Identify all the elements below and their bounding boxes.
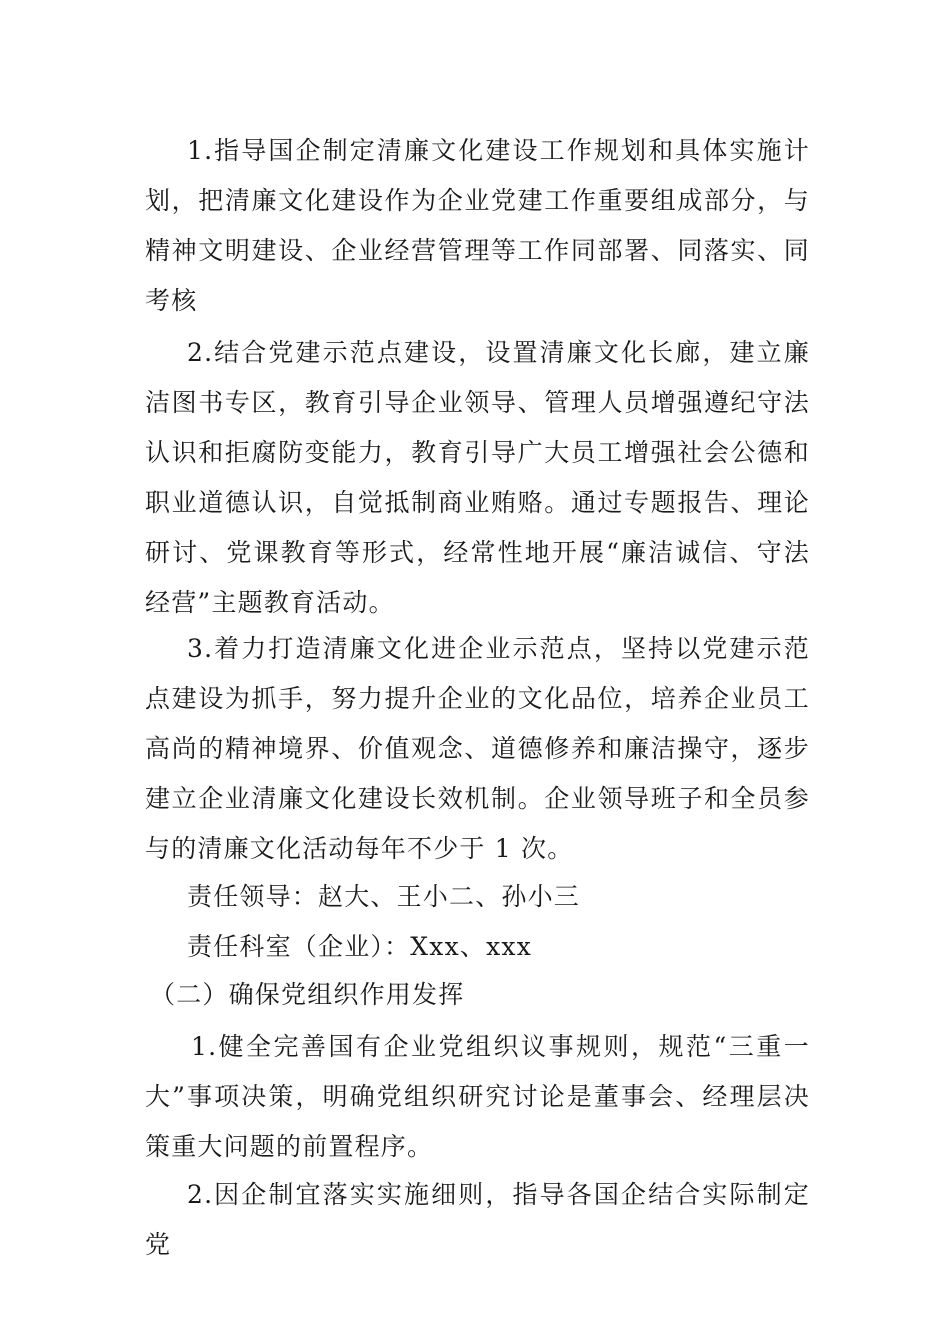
- responsible-department: 责任科室（企业）：Xxx、xxx: [187, 932, 532, 961]
- paragraph-culture-showcase: 3.着力打造清廉文化进企业示范点，坚持以党建示范点建设为抓手，努力提升企业的文化品位，培养企业员工高尚的精神境界、价值观念、道德修养和廉洁操守，逐步建立企业清廉文化建设长效机制。企业领导班子和全员参与的清廉文化活动每年不少于 1 次。: [145, 634, 810, 863]
- paragraph-implementation: 2.因企制宜落实实施细则，指导各国企结合实际制定党: [145, 1180, 810, 1259]
- responsible-leaders: 责任领导：赵大、王小二、孙小三: [187, 882, 581, 911]
- paragraph-decision-rules: 1.健全完善国有企业党组织议事规则，规范“三重一大”事项决策，明确党组织研究讨论是董事会、经理层决策重大问题的前置程序。: [145, 1032, 810, 1161]
- paragraph-planning: 1.指导国企制定清廉文化建设工作规划和具体实施计划，把清廉文化建设作为企业党建工作重要组成部分，与精神文明建设、企业经营管理等工作同部署、同落实、同考核: [145, 136, 810, 315]
- paragraph-demonstration-site: 2.结合党建示范点建设，设置清廉文化长廊，建立廉洁图书专区，教育引导企业领导、管理人员增强遵纪守法认识和拒腐防变能力，教育引导广大员工增强社会公德和职业道德认识，自觉抵制商业贿赂。通过专题报告、理论研讨、党课教育等形式，经常性地开展“廉洁诚信、守法经营”主题教育活动。: [145, 338, 810, 617]
- section-heading: （二）确保党组织作用发挥: [150, 980, 465, 1009]
